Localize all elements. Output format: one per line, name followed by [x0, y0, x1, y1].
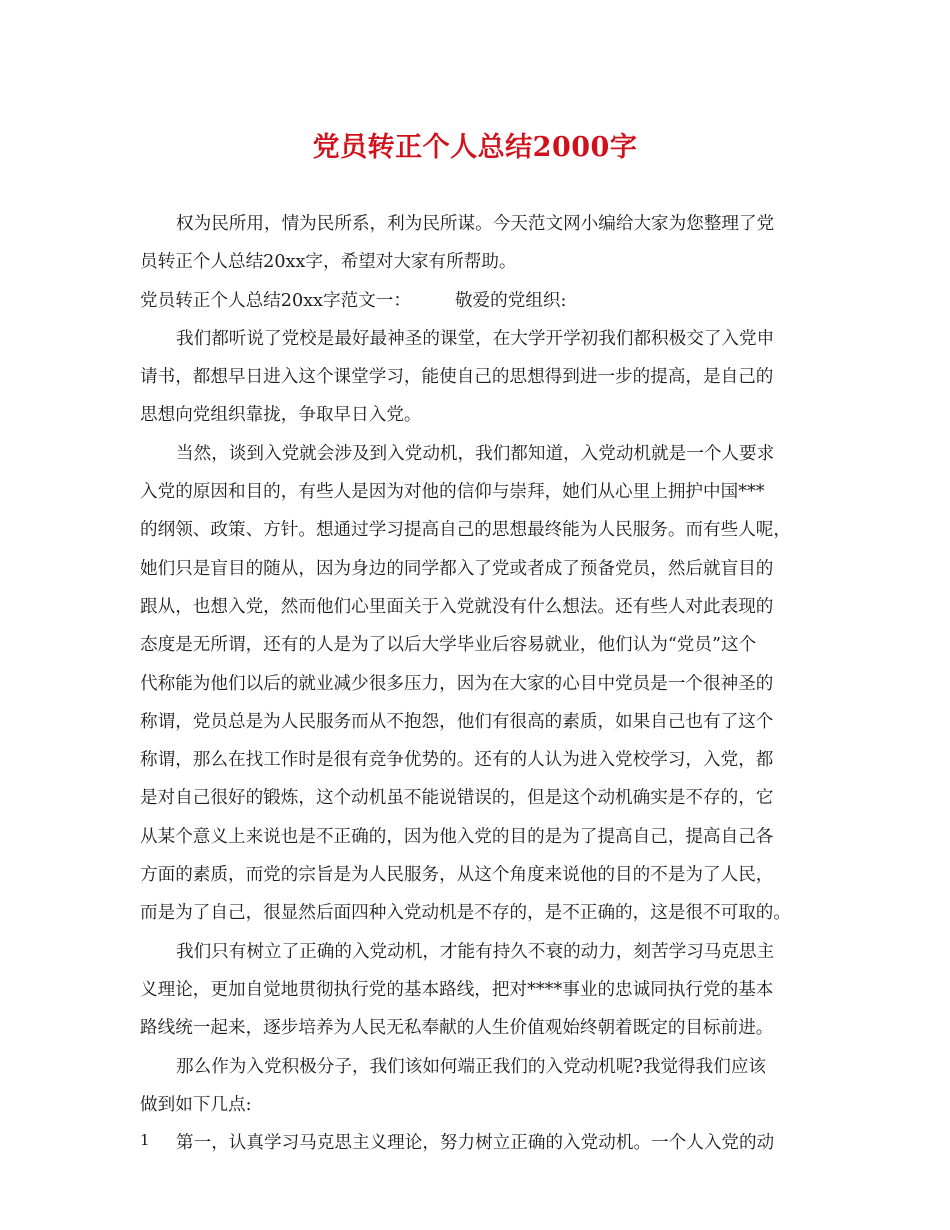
- paragraph-line: 称谓，党员总是为人民服务而从不抱怨，他们有很高的素质，如果自己也有了这个: [140, 711, 774, 732]
- paragraph-line: 权为民所用，情为民所系，利为民所谋。今天范文网小编给大家为您整理了党: [176, 214, 775, 234]
- paragraph-line: 那么作为入党积极分子，我们该如何端正我们的入党动机呢?我觉得我们应该: [176, 1056, 767, 1077]
- paragraph-line: 跟从，也想入党，然而他们心里面关于入党就没有什么想法。还有些人对此表现的: [140, 596, 774, 617]
- paragraph-line: 请书，都想早日进入这个课堂学习，能使自己的思想得到进一步的提高，是自己的: [140, 367, 774, 388]
- paragraph-line: 入党的原因和目的，有些人是因为对他的信仰与崇拜，她们从心里上拥护中国***: [140, 482, 765, 503]
- paragraph-line: 态度是无所谓，还有的人是为了以后大学毕业后容易就业，他们认为“党员”这个: [140, 635, 757, 656]
- paragraph-line: 代称能为他们以后的就业减少很多压力，因为在大家的心目中党员是一个很神圣的: [140, 673, 774, 694]
- paragraph-line: 而是为了自己，很显然后面四种入党动机是不存的，是不正确的，这是很不可取的。: [140, 903, 791, 924]
- paragraph-line: 我们都听说了党校是最好最神圣的课堂，在大学开学初我们都积极交了入党申: [176, 328, 775, 349]
- paragraph-line: 义理论，更加自觉地贯彻执行党的基本路线，把对****事业的忠诚同执行党的基本: [140, 979, 774, 1000]
- paragraph-line: 我们只有树立了正确的入党动机，才能有持久不衰的动力，刻苦学习马克思主: [176, 941, 775, 962]
- paragraph-line: 思想向党组织靠拢，争取早日入党。: [140, 405, 422, 426]
- paragraph-line: 员转正个人总结20xx字，希望对大家有所帮助。: [140, 252, 517, 273]
- paragraph-line: 称谓，那么在找工作时是很有竞争优势的。还有的人认为进入党校学习，入党，都: [140, 750, 774, 771]
- page-number: 1: [140, 1131, 150, 1149]
- paragraph-line: 当然，谈到入党就会涉及到入党动机，我们都知道，入党动机就是一个人要求: [176, 443, 775, 464]
- document-body: [140, 205, 815, 1162]
- salutation: 敬爱的党组织:: [454, 290, 567, 311]
- paragraph-line: 路线统一起来，逐步培养为人民无私奉献的人生价值观始终朝着既定的目标前进。: [140, 1018, 774, 1039]
- paragraph-line: 第一，认真学习马克思主义理论，努力树立正确的入党动机。一个人入党的动: [176, 1133, 775, 1154]
- paragraph-line: 是对自己很好的锻炼，这个动机虽不能说错误的，但是这个动机确实是不存的，它: [140, 788, 774, 809]
- paragraph-line: 做到如下几点:: [140, 1094, 252, 1115]
- heading-line: [140, 282, 815, 320]
- document-title: 党员转正个人总结2000字: [312, 132, 638, 163]
- paragraph-line: 她们只是盲目的随从，因为身边的同学都入了党或者成了预备党员，然后就盲目的: [140, 558, 774, 579]
- paragraph-line: 从某个意义上来说也是不正确的，因为他入党的目的是为了提高自己，提高自己各: [140, 826, 774, 847]
- section-heading: 党员转正个人总结20xx字范文一：: [140, 290, 411, 311]
- paragraph-line: 方面的素质，而党的宗旨是为人民服务，从这个角度来说他的目的不是为了人民，: [140, 865, 774, 886]
- paragraph-line: 的纲领、政策、方针。想通过学习提高自己的思想最终能为人民服务。而有些人呢，: [140, 520, 791, 541]
